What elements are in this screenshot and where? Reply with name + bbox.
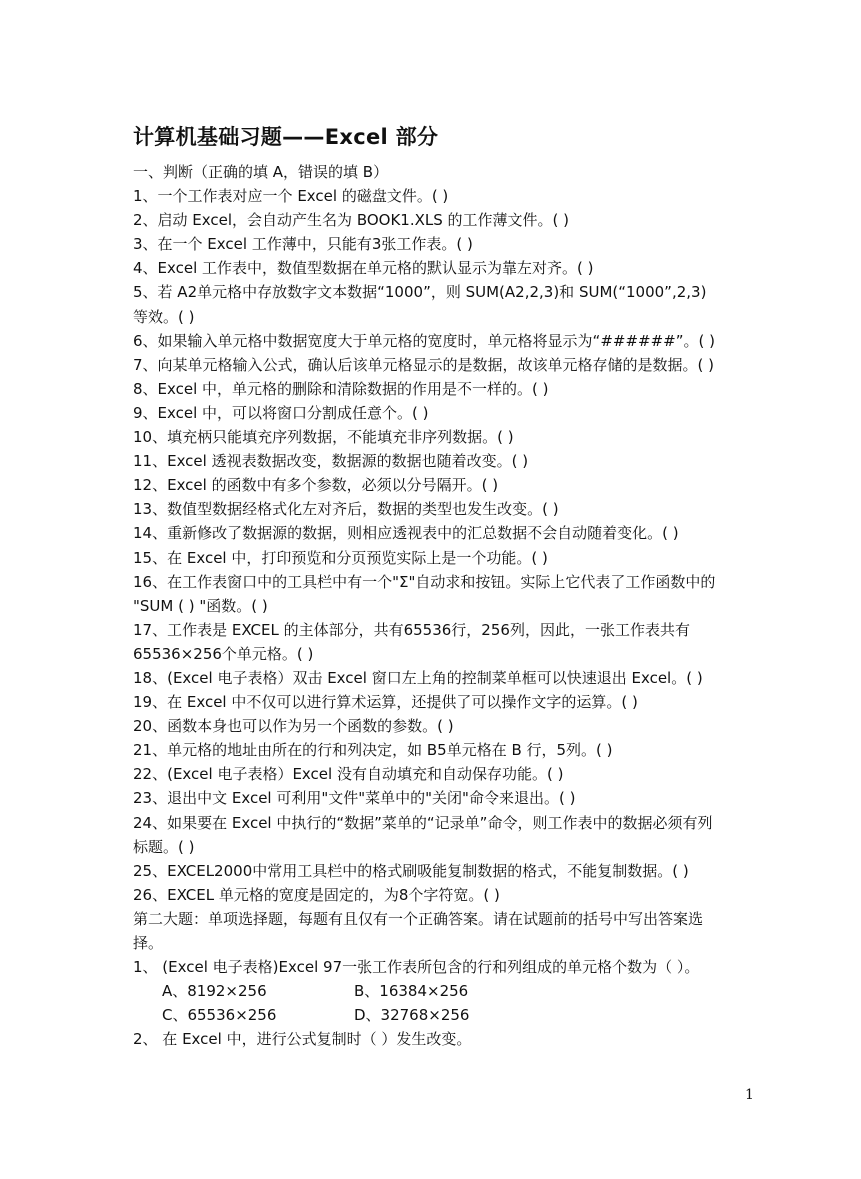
text-line: 择。 [133, 934, 164, 952]
text-line: 26、EXCEL 单元格的宽度是固定的，为8个字符宽。( ) [133, 885, 500, 904]
text-line: 2、启动 Excel，会自动产生名为 BOOK1.XLS 的工作薄文件。( ) [133, 211, 569, 230]
text-line: 1、 (Excel 电子表格)Excel 97一张工作表所包含的行和列组成的单元格个数为（ ）。 [133, 958, 700, 977]
text-line: 14、重新修改了数据源的数据，则相应透视表中的汇总数据不会自动随着变化。( ) [133, 524, 679, 543]
text-line: 12、Excel 的函数中有多个参数，必须以分号隔开。( ) [133, 476, 499, 495]
option-a: A、8192×256 [162, 982, 267, 1001]
text-line: 9、Excel 中，可以将窗口分割成任意个。( ) [133, 403, 429, 422]
text-line: 24、如果要在 Excel 中执行的“数据”菜单的“记录单”命令，则工作表中的数据必须有列 [133, 813, 713, 832]
text-line: 3、在一个 Excel 工作薄中，只能有3张工作表。( ) [133, 235, 473, 254]
option-d: D、32768×256 [354, 1006, 470, 1025]
text-line: 19、在 Excel 中不仅可以进行算术运算，还提供了可以操作文字的运算。( ) [133, 693, 638, 712]
page-number: 1 [745, 1087, 754, 1103]
text-line: 17、工作表是 EXCEL 的主体部分，共有65536行，256列，因此，一张工作表共有 [133, 620, 690, 639]
text-line: 6、如果输入单元格中数据宽度大于单元格的宽度时，单元格将显示为“######”。( ) [133, 331, 715, 350]
text-line: "SUM ( ) "函数。( ) [133, 596, 268, 615]
document-body [133, 160, 758, 1051]
text-line: 5、若 A2单元格中存放数字文本数据“1000”，则 SUM(A2,2,3)和 SUM(“1000”,2,3) [133, 283, 707, 302]
q1-options-row-1 [133, 979, 758, 1003]
text-line: 等效。( ) [133, 307, 195, 326]
text-line: 21、单元格的地址由所在的行和列决定，如 B5单元格在 B 行，5列。( ) [133, 741, 613, 760]
text-line: 4、Excel 工作表中，数值型数据在单元格的默认显示为靠左对齐。( ) [133, 259, 594, 278]
section-heading: 一、判断（正确的填 A，错误的填 B） [133, 163, 389, 181]
text-line: 25、EXCEL2000中常用工具栏中的格式刷吸能复制数据的格式，不能复制数据。( ) [133, 861, 689, 880]
text-line: 23、退出中文 Excel 可利用"文件"菜单中的"关闭"命令来退出。( ) [133, 789, 576, 808]
text-line: 20、函数本身也可以作为另一个函数的参数。( ) [133, 717, 454, 736]
text-line: 10、填充柄只能填充序列数据，不能填充非序列数据。( ) [133, 428, 514, 447]
question-2: 2、 在 Excel 中，进行公式复制时（ ）发生改变。 [133, 1030, 472, 1049]
text-line: 15、在 Excel 中，打印预览和分页预览实际上是一个功能。( ) [133, 548, 548, 567]
text-line: 13、数值型数据经格式化左对齐后，数据的类型也发生改变。( ) [133, 500, 559, 519]
text-line: 7、向某单元格输入公式，确认后该单元格显示的是数据，故该单元格存储的是数据。( ) [133, 355, 715, 374]
text-line: 18、(Excel 电子表格）双击 Excel 窗口左上角的控制菜单框可以快速退出 Excel。( ) [133, 668, 703, 687]
text-line: 16、在工作表窗口中的工具栏中有一个"Σ"自动求和按钮。实际上它代表了工作函数中的 [133, 572, 716, 591]
text-line: 65536×256个单元格。( ) [133, 644, 314, 663]
text-line: 标题。( ) [133, 837, 195, 856]
text-line: 1、一个工作表对应一个 Excel 的磁盘文件。( ) [133, 187, 449, 206]
text-line: 8、Excel 中，单元格的删除和清除数据的作用是不一样的。( ) [133, 379, 549, 398]
q1-options-row-2 [133, 1003, 758, 1027]
document-title: 计算机基础习题——Excel 部分 [133, 125, 439, 149]
text-line: 第二大题：单项选择题，每题有且仅有一个正确答案。请在试题前的括号中写出答案选 [133, 909, 704, 928]
text-line: 22、(Excel 电子表格）Excel 没有自动填充和自动保存功能。( ) [133, 765, 564, 784]
option-c: C、65536×256 [162, 1006, 277, 1025]
option-b: B、16384×256 [354, 982, 469, 1001]
text-line: 11、Excel 透视表数据改变，数据源的数据也随着改变。( ) [133, 452, 529, 471]
